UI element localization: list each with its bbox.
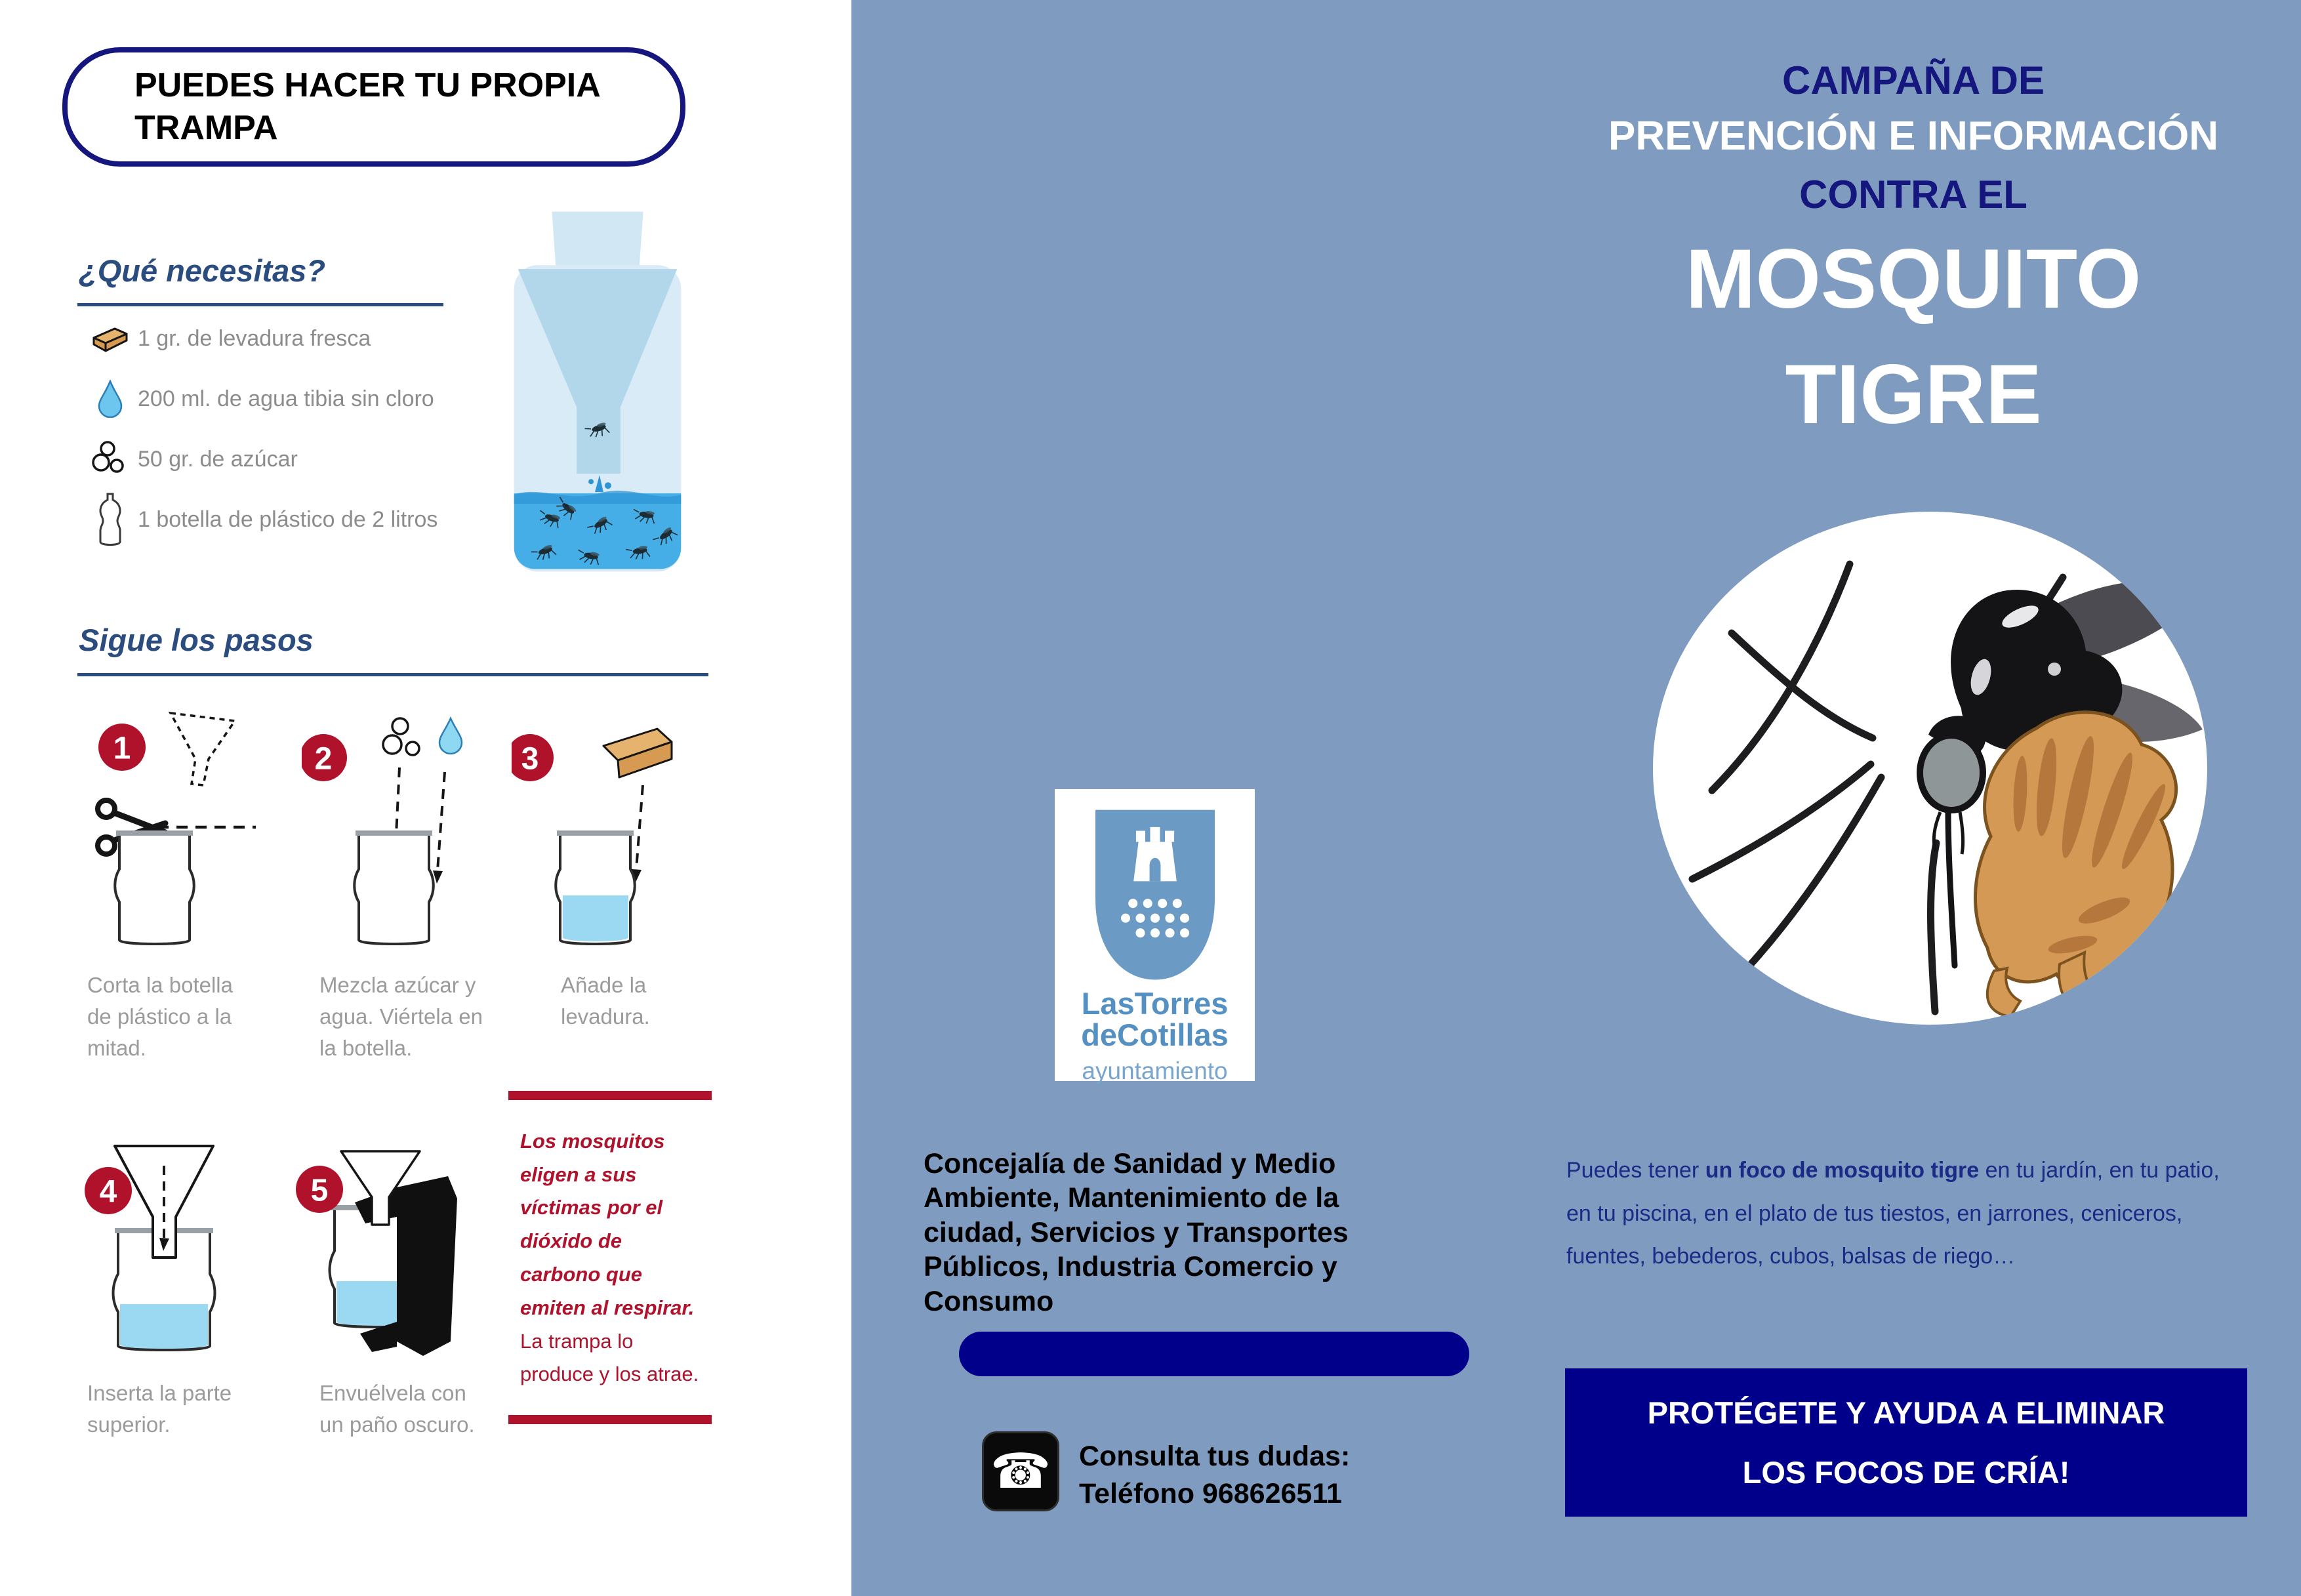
bottle-icon [83, 493, 138, 546]
tiger-mosquito-illustration [1653, 512, 2207, 1025]
steps-heading: Sigue los pasos [79, 623, 314, 657]
needs-heading: ¿Qué necesitas? [79, 253, 326, 288]
list-item [83, 429, 502, 489]
phone-glyph: ☎ [990, 1443, 1051, 1500]
steps-underline [77, 673, 708, 676]
info-paragraph [1566, 1149, 2249, 1279]
step-caption-1: Corta la botella de plástico a la mitad. [87, 973, 233, 1060]
campaign-title-line2: TIGRE [1785, 348, 2042, 441]
water-drop-icon [83, 380, 138, 418]
info-pre: Puedes tener [1566, 1158, 1705, 1183]
step-illustration-2 [302, 705, 499, 949]
campaign-title-line1: MOSQUITO [1685, 232, 2142, 326]
campaign-line3: CONTRA EL [1799, 173, 2027, 216]
step-illustration-3 [512, 705, 708, 949]
warning-box [1565, 1368, 2247, 1517]
need-label: 1 gr. de levadura fresca [138, 325, 371, 351]
town-hall-logo [1055, 789, 1255, 1084]
shield-icon [1089, 806, 1221, 985]
trap-title-box [62, 47, 685, 167]
step-caption-5: Envuélvela con un paño oscuro. [319, 1381, 475, 1437]
note-bottom-bar [508, 1415, 712, 1424]
logo-name-line2: deCotillas [1081, 1017, 1229, 1052]
trap-illustration [487, 210, 708, 579]
step-illustration-1 [92, 705, 289, 949]
department-text: Concejalía de Sanidad y Medio Ambiente, Mantenimiento de la ciudad, Servicios y Transportes Públicos, Industria Comercio y Consumo [924, 1148, 1349, 1317]
warning-line1: PROTÉGETE Y AYUDA A ELIMINAR [1647, 1395, 2165, 1430]
mosquito-note [508, 1091, 712, 1424]
need-label: 200 ml. de agua tibia sin cloro [138, 386, 434, 411]
campaign-line2: PREVENCIÓN E INFORMACIÓN [1608, 113, 2219, 159]
step-number-badge: 3 [521, 741, 539, 777]
campaign-line1: CAMPAÑA DE [1782, 58, 2045, 102]
note-regular-text: La trampa lo produce y los atrae. [520, 1329, 699, 1386]
needs-list [83, 308, 502, 550]
trap-title: PUEDES HACER TU PROPIA TRAMPA [134, 66, 600, 147]
step-caption-2: Mezcla azúcar y agua. Viértela en la botella. [319, 973, 483, 1060]
list-item [83, 308, 502, 369]
note-text [508, 1115, 712, 1401]
sugar-icon [83, 441, 138, 478]
phone-line1: Consulta tus dudas: [1079, 1441, 1351, 1472]
note-top-bar [508, 1091, 712, 1100]
need-label: 50 gr. de azúcar [138, 446, 298, 472]
info-bold: un foco de mosquito tigre [1705, 1158, 1980, 1183]
step-illustration-4 [79, 1125, 275, 1369]
step-caption-4: Inserta la parte superior. [87, 1381, 232, 1437]
note-bold-text: Los mosquitos eligen a sus víctimas por el dióxido de carbono que emiten al respirar. [520, 1129, 695, 1319]
yeast-icon [83, 323, 138, 354]
step-number-badge: 5 [310, 1173, 329, 1208]
navy-pill-divider [959, 1332, 1469, 1376]
phone-line2: Teléfono 968626511 [1079, 1477, 1342, 1509]
warning-line2: LOS FOCOS DE CRÍA! [1742, 1455, 2070, 1490]
step-illustration-5 [292, 1125, 489, 1369]
logo-name-line1: LasTorres [1081, 986, 1229, 1021]
info-post: en tu jardín, en tu patio, en tu piscina, en el plato de tus tiestos, en jarrones, ceniceros, fuentes, bebederos, cubos, balsas de riego… [1566, 1158, 2220, 1269]
step-number-badge: 1 [113, 731, 131, 766]
step-caption-3: Añade la levadura. [561, 973, 650, 1029]
list-item [83, 489, 502, 550]
logo-subtitle: ayuntamiento [1082, 1057, 1228, 1084]
list-item [83, 369, 502, 429]
need-label: 1 botella de plástico de 2 litros [138, 506, 438, 532]
step-number-badge: 2 [314, 741, 333, 777]
phone-icon [982, 1431, 1059, 1511]
phone-text [1079, 1438, 1350, 1513]
step-number-badge: 4 [99, 1174, 117, 1210]
campaign-header [1530, 0, 2297, 459]
needs-underline [77, 303, 443, 306]
